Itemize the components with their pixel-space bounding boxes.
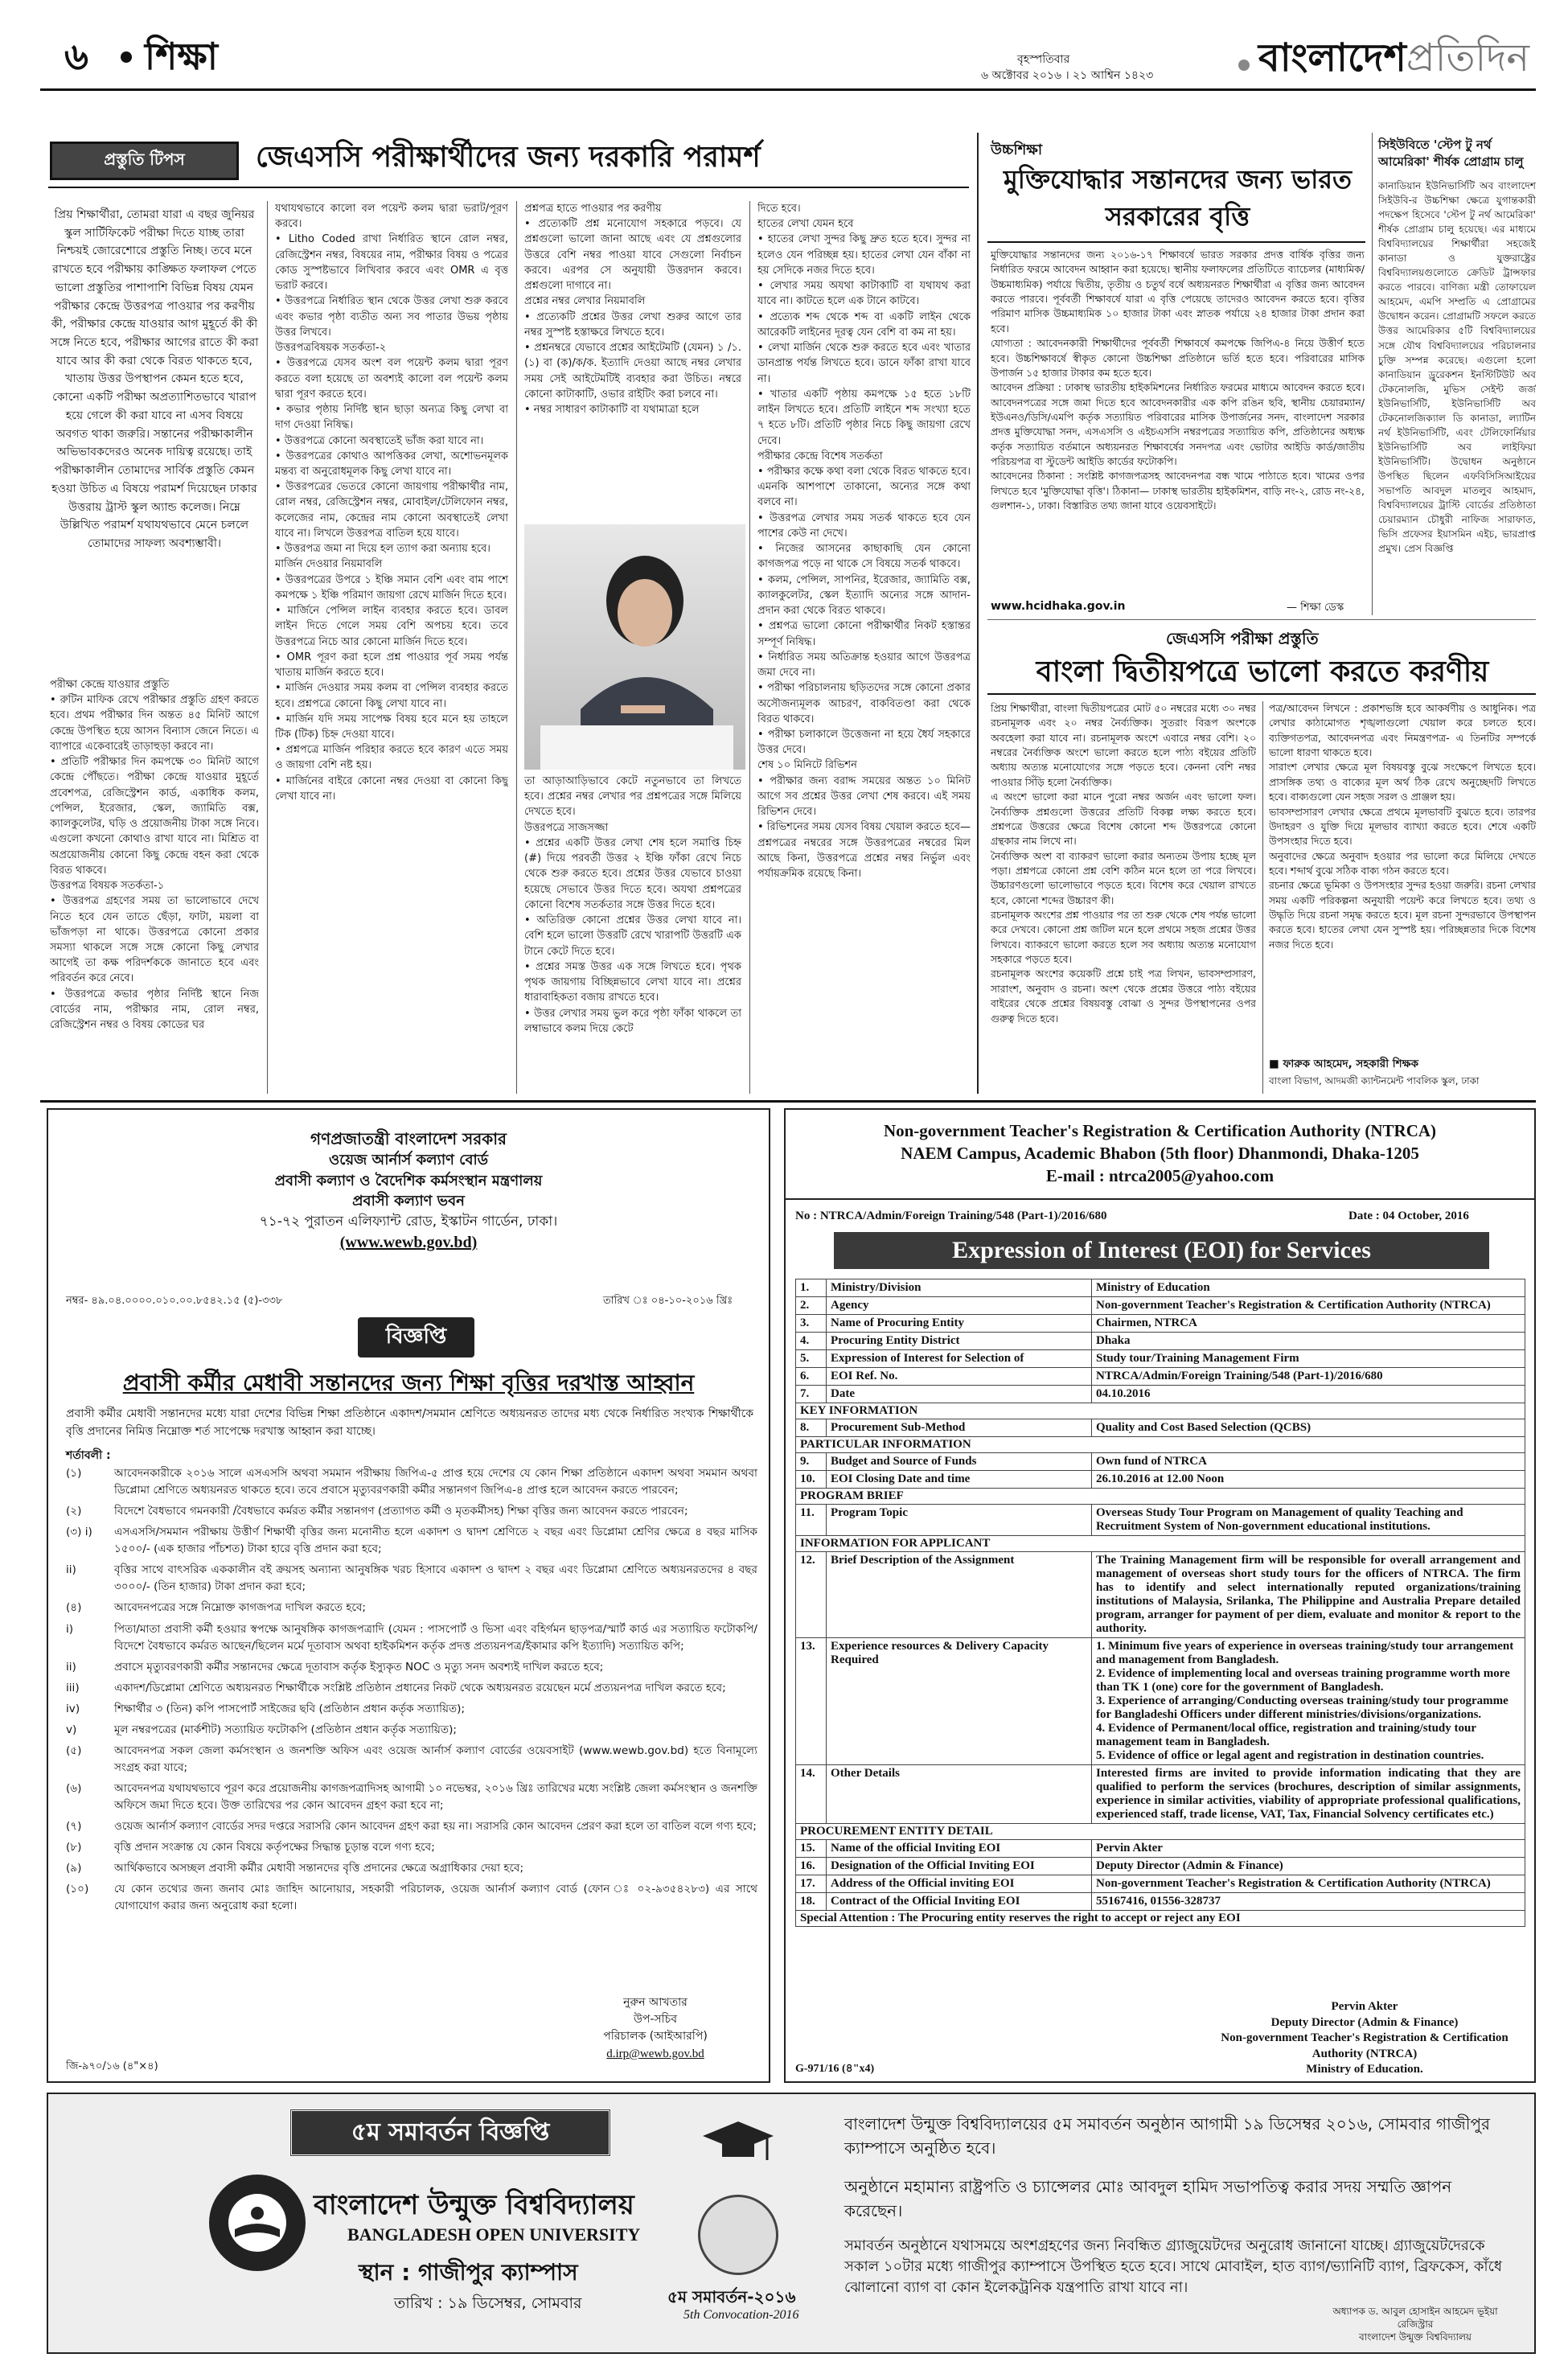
condition-text: আবেদনপত্রের সঙ্গে নিম্নোক্ত কাগজপত্র দাখিল করতে হবে; bbox=[114, 1601, 366, 1615]
condition-key: (১০) bbox=[66, 1883, 89, 1896]
row-value: The Training Management firm will be responsible for overall arrangement and management of overseas short study tours for the officers of NTRCA. The firm has to identify and select internationally reputed organizations/training institutions of Malaysia, Srilanka, The Philippine and Australia Prepare detailed program, arranger for payment of per diem, evaluate and monitor & report to the authority. bbox=[1092, 1552, 1525, 1638]
condition-item bbox=[66, 1701, 757, 1718]
tips-col4: দিতে হবে। হাতের লেখা যেমন হবে • হাতের লেখা সুন্দর কিছু দ্রুত হতে হবে। সুন্দর না হলেও যেন পরিচ্ছন্ন হয়। হাতের লেখা যেন বাঁকা না হয় সেদিকে নজর দিতে হবে। • লেখার সময় অযথা কাটাকাটি বা যথাযথ করা যাবে না। কাটতে হলে এক টানে কাটবে। • প্রত্যেক শব্দ থেকে শব্দ বা একটি লাইন থেকে আরেকটি লাইনের দূরত্ব যেন বেশি বা কম না হয়। • লেখা মার্জিন থেকে শুরু করতে হবে এবং খাতার ডানপ্রান্ত পর্যন্ত লিখতে হবে। ডানে ফাঁকা রাখা যাবে না। • খাতার একটি পৃষ্ঠায় কমপক্ষে ১৫ হতে ১৮টি লাইন লিখতে হবে। প্রতিটি লাইনে শব্দ সংখ্যা হতে ৭ হতে ৮টি। প্রতিটি পৃষ্ঠার নিচে কিছু জায়গা রেখে দেবে। পরীক্ষার কেন্দ্রে বিশেষ সতর্কতা • পরীক্ষার কক্ষে কথা বলা থেকে বিরত থাকতে হবে। এমনকি আশপাশে তাকানো, অন্যের সঙ্গে কথা বলবে না। • উত্তরপত্র লেখার সময় সতর্ক থাকতে হবে যেন পাশের কেউ না দেখে। • নিজের আসনের কাছাকাছি যেন কোনো কাগজপত্র পড়ে না থাকে সে বিষয়ে সতর্ক থাকবে। • কলম, পেন্সিল, সাপনির, ইরেজার, জ্যামিতি বক্স, ক্যালকুলেটর, স্কেল ইত্যাদি অন্যের সঙ্গে আদান-প্রদান করা থেকে বিরত থাকবে। • প্রশ্নপত্র ভালো কোনো পরীক্ষার্থীর নিকট হস্তান্তর সম্পূর্ণ নিষিদ্ধ। • নির্ধারিত সময় অতিক্রান্ত হওয়ার আগে উত্তরপত্র জমা দেবে না। • পরীক্ষা পরিচালনায় ছড়িতদের সঙ্গে কোনো প্রকার অসৌজন্যমূলক আচরণ, বাকবিতণ্ডা করা থেকে বিরত থাকবে। • পরীক্ষা চলাকালে উত্তেজনা না হয়ে ধৈর্য সহকারে উত্তর দেবে। শেষ ১০ মিনিটে রিভিশন • পরীক্ষার জন্য বরাদ্দ সময়ের অন্তত ১০ মিনিট আগে সব প্রশ্নের উত্তর লেখা শেষ করবে। এই সময় রিভিশন দেবে। • রিভিশনের সময় যেসব বিষয় খেয়াল করতে হবে— প্রশ্নপত্রের নম্বরের সঙ্গে উত্তরপত্রের নম্বরের মিল আছে কিনা, উত্তরপত্রে প্রশ্নের নম্বর নির্ভুল এবং পর্যায়ক্রমিক রয়েছে কিনা। bbox=[757, 203, 971, 881]
table-row bbox=[796, 1297, 1525, 1315]
row-label: Procurement Sub-Method bbox=[827, 1419, 1092, 1437]
eoi-table bbox=[795, 1279, 1525, 1927]
sig-title: Deputy Director (Admin & Finance) bbox=[1270, 2015, 1459, 2029]
condition-item bbox=[66, 1780, 757, 1814]
sig-title: উপ-সচিব bbox=[633, 2013, 678, 2026]
condition-item bbox=[66, 1881, 757, 1915]
bullet-icon bbox=[121, 51, 132, 63]
sig-title: রেজিস্ট্রার bbox=[1397, 2319, 1434, 2331]
requirement-item: 5. Evidence of office or legal agent and registration in destination countries. bbox=[1096, 1749, 1484, 1762]
row-num: 17. bbox=[796, 1875, 827, 1893]
row-num: 9. bbox=[796, 1453, 827, 1471]
scholarship-credit: — শিক্ষা ডেস্ক bbox=[1287, 602, 1344, 614]
table-row bbox=[796, 1453, 1525, 1471]
condition-item bbox=[66, 1743, 757, 1776]
row-num: 11. bbox=[796, 1505, 827, 1536]
section-row bbox=[796, 1489, 1525, 1505]
convocation-emblem bbox=[698, 2195, 778, 2275]
table-row bbox=[796, 1893, 1525, 1911]
row-label: Name of the official Inviting EOI bbox=[827, 1840, 1092, 1858]
sig-email[interactable]: d.irp@wewb.gov.bd bbox=[606, 2047, 704, 2060]
row-num: 4. bbox=[796, 1333, 827, 1350]
row-value bbox=[1092, 1638, 1525, 1765]
sig-title: Ministry of Education. bbox=[1306, 2063, 1423, 2076]
bangla-title: বাংলা দ্বিতীয়পত্রে ভালো করতে করণীয় bbox=[1036, 655, 1489, 688]
row-num: 3. bbox=[796, 1315, 827, 1333]
wewb-address: ৭১-৭২ পুরাতন এলিফ্যান্ট রোড, ইস্কাটন গার্ডেন, ঢাকা। bbox=[259, 1214, 558, 1230]
row-label: Procuring Entity District bbox=[827, 1333, 1092, 1350]
bou-conv-en: 5th Convocation-2016 bbox=[683, 2308, 799, 2322]
row-num: 16. bbox=[796, 1858, 827, 1875]
paper-name-main: বাংলাদেশ bbox=[1258, 35, 1406, 80]
condition-key: (২) bbox=[66, 1505, 82, 1518]
wewb-ministry: প্রবাসী কল্যাণ ও বৈদেশিক কর্মসংস্থান মন্ত্রণালয় bbox=[274, 1172, 543, 1189]
table-row bbox=[796, 1840, 1525, 1858]
row-label: Designation of the Official Inviting EOI bbox=[827, 1858, 1092, 1875]
wewb-conditions-label: শর্তাবলী : bbox=[66, 1449, 111, 1462]
bangla-author-org: বাংলা বিভাগ, আদমজী ক্যান্টনমেন্ট পাবলিক স্কুল, ঢাকা bbox=[1269, 1075, 1480, 1086]
table-row bbox=[796, 1279, 1525, 1297]
table-row bbox=[796, 1471, 1525, 1489]
requirement-item: 1. Minimum five years of experience in overseas training/study tour arrangement and management from Bangladesh. bbox=[1096, 1640, 1514, 1666]
condition-item bbox=[66, 1524, 757, 1558]
condition-text: যে কোন তথ্যের জন্য জনাব মোঃ জাহিদ আনোয়ার, সহকারী পরিচালক, ওয়েজ আর্নার্স কল্যাণ বোর্ড (ফোন ঃ ০২-৯৩৫৪২৮৩) এর সাথে যোগাযোগ করার জন্য অনুরোধ করা হলো। bbox=[114, 1883, 757, 1913]
table-row bbox=[796, 1368, 1525, 1386]
wewb-gov: গণপ্রজাতন্ত্রী বাংলাদেশ সরকার bbox=[310, 1129, 507, 1148]
bangla-rule bbox=[987, 693, 1536, 695]
eoi-table-wrap bbox=[795, 1279, 1525, 1927]
row-num: 13. bbox=[796, 1638, 827, 1765]
tips-col3b: তা আড়াআড়িভাবে কেটে নতুনভাবে তা লিখতে হবে। প্রশ্নের নম্বর লেখার পর প্রশ্নপত্রের সঙ্গে মিলিয়ে দেখতে হবে। উত্তরপত্রে সাজসজ্জা • প্রশ্নের একটি উত্তর লেখা শেষ হলে সমাপ্তি চিহ্ন (#) দিয়ে পরবর্তী উত্তর ২ ইঞ্চি ফাঁকা রেখে নিচে থেকে শুরু করতে হবে। প্রশ্নের উত্তর যেভাবে চাওয়া হয়েছে সেভাবে উত্তর দিতে হবে। অযথা প্রশ্নপত্রের কোনো বিশেষ সতর্কতার সঙ্গে উত্তর দিতে হবে। • অতিরিক্ত কোনো প্রশ্নের উত্তর লেখা যাবে না। বেশি হলে ভালো উত্তরটি রেখে খারাপটি উত্তরটি এক টানে কেটে দিতে হবে। • প্রশ্নের সমস্ত উত্তর এক সঙ্গে লিখতে হবে। পৃথক পৃথক জায়গায় বিচ্ছিন্নভাবে লেখা যাবে না। প্রশ্নের ধারাবাহিকতা বজায় রাখতে হবে। • উত্তর লেখার সময় ভুল করে পৃষ্ঠা ফাঁকা থাকলে তা লম্বাভাবে কলম দিয়ে কেটে bbox=[524, 775, 741, 1035]
row-num: 18. bbox=[796, 1893, 827, 1911]
section-label: PROCUREMENT ENTITY DETAIL bbox=[796, 1824, 1525, 1840]
row-num: 5. bbox=[796, 1350, 827, 1368]
condition-key: i) bbox=[66, 1622, 74, 1636]
row-value: Own fund of NTRCA bbox=[1092, 1453, 1525, 1471]
scholarship-kicker: উচ্চশিক্ষা bbox=[991, 142, 1043, 158]
ads-rule bbox=[40, 1100, 1536, 1103]
paper-name bbox=[1258, 29, 1529, 92]
section-label: INFORMATION FOR APPLICANT bbox=[796, 1536, 1525, 1552]
condition-item bbox=[66, 1818, 757, 1835]
wewb-board: ওয়েজ আর্নার্স কল্যাণ বোর্ড bbox=[329, 1152, 488, 1169]
condition-key: ii) bbox=[66, 1563, 76, 1577]
row-label: EOI Ref. No. bbox=[827, 1368, 1092, 1386]
wewb-date: তারিখ ঃ ০৪-১০-২০১৬ খ্রিঃ bbox=[603, 1295, 733, 1307]
row-num: 14. bbox=[796, 1765, 827, 1824]
row-label: Brief Description of the Assignment bbox=[827, 1552, 1092, 1638]
condition-text: পিতা/মাতা প্রবাসী কর্মী হওয়ার স্বপক্ষে আনুষঙ্গিক কাগজপত্রাদি (যেমন : পাসপোর্ট ও ভিসা এবং বহির্গমন ছাড়পত্র/স্মার্ট কার্ড এর সত্যায়িত ফটোকপি/বিদেশে বৈধভাবে কর্মরত আছেন/ছিলেন মর্মে দূতাবাস অথবা হাইকমিশন কর্তৃক প্রদত্ত প্রত্যয়নপত্র/ইকামার কপি ইত্যাদি) সত্যায়িত কপি; bbox=[114, 1622, 757, 1653]
tips-col2: যথাযথভাবে কালো বল পয়েন্ট কলম দ্বারা ভরাট/পূরণ করবে। • Litho Coded রাখা নির্ধারিত স্থানে রোল নম্বর, রেজিস্ট্রেশন নম্বর, বিষয়ের নাম, পরীক্ষার বিষয় ও পত্রের কোড সুস্পষ্টভাবে লিখিবার করবে এবং OMR এ বৃত্ত ভরাট করবে। • উত্তরপত্রে নির্ধারিত স্থান থেকে উত্তর লেখা শুরু করবে এবং কভার পৃষ্ঠা ব্যতীত অন্য সব পাতার উভয় পৃষ্ঠায় উত্তর লিখবে। উত্তরপত্রবিষয়ক সতর্কতা-২ • উত্তরপত্রে যেসব অংশ বল পয়েন্ট কলম দ্বারা পূরণ করতে বলা হয়েছে তা অবশ্যই কালো বল পয়েন্ট কলম দ্বারা পূরণ করতে হবে। • কভার পৃষ্ঠায় নির্দিষ্ট স্থান ছাড়া অন্যত্র কিছু লেখা বা দাগ দেওয়া নিষিদ্ধ। • উত্তরপত্রে কোনো অবস্থাতেই ভাঁজ করা যাবে না। • উত্তরপত্রের কোথাও আপত্তিকর লেখা, অশোভনমূলক মন্তব্য বা অনুরোধমূলক কিছু লেখা যাবে না। • উত্তরপত্রের ভেতরে কোনো জায়গায় পরীক্ষার্থীর নাম, রোল নম্বর, রেজিস্ট্রেশন নম্বর, মোবাইল/টেলিফোন নম্বর, কলেজের নাম, কেন্দ্রের নাম কোনো অবস্থাতেই লেখা যাবে না। লিখলে উত্তরপত্র বাতিল হয়ে যাবে। • উত্তরপত্র জমা না দিয়ে হল ত্যাগ করা অন্যায় হবে। মার্জিন দেওয়ার নিয়মাবলি • উত্তরপত্রের উপরে ১ ইঞ্চি সমান বেশি এবং বাম পাশে কমপক্ষে ১ ইঞ্চি পরিমাণ জায়গা রেখে মার্জিন দিতে হবে। • মার্জিনে পেন্সিল লাইন ব্যবহার করতে হবে। ডাবল লাইন দিতে গেলে সময় বেশি অপচয় হবে। তবে উত্তরপত্রে নিচে আর কোনো মার্জিন দিতে হবে। • OMR পূরণ করা হলে প্রশ্ন পাওয়ার পূর্ব সময় পর্যন্ত খাতায় মার্জিন করতে হবে। • মার্জিন দেওয়ার সময় কলম বা পেন্সিল ব্যবহার করতে হবে। প্রশ্নপত্রে কোনো কিছু লেখা যাবে না। • মার্জিন যদি সময় সাপেক্ষ বিষয় হবে মনে হয় তাহলে টিক (টিক) চিহ্ন দেওয়া যাবে। • প্রশ্নপত্রে মার্জিন পরিহার করতে হবে কারণ এতে সময় ও জায়গা বেশি নষ্ট হয়। • মার্জিনের বাইরে কোনো নম্বর দেওয়া বা কোনো কিছু লেখা যাবে না। bbox=[275, 203, 508, 803]
sig-title: বাংলাদেশ উন্মুক্ত বিশ্ববিদ্যালয় bbox=[1358, 2331, 1472, 2343]
col-divider bbox=[749, 201, 750, 1094]
condition-key: iv) bbox=[66, 1702, 80, 1715]
col-divider bbox=[267, 201, 268, 1094]
table-row bbox=[796, 1333, 1525, 1350]
bou-signature bbox=[1307, 2305, 1524, 2344]
graduation-cap-icon bbox=[698, 2110, 778, 2191]
tips-col3: প্রশ্নপত্র হাতে পাওয়ার পর করণীয় • প্রত্যেকটি প্রশ্ন মনোযোগ সহকারে পড়বে। যে প্রশ্নগুলো ভালো জানা আছে এবং যে প্রশ্নগুলোর উত্তরে বেশি নম্বর পাওয়া যাবে সেগুলো নির্বাচন করবে। এরপর সে অনুযায়ী উত্তরদান করবে। প্রশ্নগুলো দাগাবে না। প্রশ্নের নম্বর লেখার নিয়মাবলি • প্রত্যেকটি প্রশ্নের উত্তর লেখা শুরুর আগে তার নম্বর সুস্পষ্ট হস্তাক্ষরে লিখতে হবে। • প্রশ্ননম্বরে যেভাবে প্রশ্নের আইটেমটি (যেমন) ১ /১.(১) বা (ক)/ক/ক. ইত্যাদি দেওয়া আছে নম্বর লেখার সময় সেই আইটেমটিই ব্যবহার করা উচিত। নম্বরে কোনো কাটাকাটি, ওভার রাইটিং করা চলবে না। • নম্বর সাধারণ কাটাকাটি বা যথামাত্রা হলে bbox=[524, 203, 741, 417]
condition-key: (৪) bbox=[66, 1601, 82, 1615]
cub-body: কানাডিয়ান ইউনিভার্সিটি অব বাংলাদেশ সিইউবি-র উচ্চশিক্ষা ক্ষেত্রে যুগান্তকারী পদক্ষেপ হিসেবে 'স্টেপ টু নর্থ আমেরিকা' শীর্ষক প্রোগ্রাম চালু হয়েছে। এর মাধ্যমে বিশ্ববিদ্যালয়ের শিক্ষার্থীরা সহজেই কানাডা ও যুক্তরাষ্ট্রের বিশ্ববিদ্যালয়গুলোতে ক্রেডিট ট্রান্সফার করতে পারবে। বাণিজ্য মন্ত্রী তোফায়েল আহমেদ, এমপি সম্প্রতি এ প্রোগ্রামের উদ্বোধন করেন। প্রোগ্রামটি সফলে করতে উত্তর আমেরিকার ৫টি বিশ্ববিদ্যালয়ের সঙ্গে যৌথ বিশ্ববিদ্যালয়ের পরিচালনার চুক্তি সম্পন্ন করেছে। এগুলো হলো কানাডিয়ান ড্রুরেকশন ইনস্টিটিউট অব টেকনোলজি, মুভিস সেইন্ট জর্জ ইউনিভার্সিটি, ইউনিভার্সিটি অব টেকনোলজিক্যাল ডি কানাডা, ল্যাটিন নর্থ ইউনিভার্সিটি, এবং টেলিফোর্নিয়ার ইউনিভার্সিটি অব লাইফিয়া ইউনিভার্সিটি। উদ্বোধন অনুষ্ঠানে উপস্থিত ছিলেন এফবিসিসিআইয়ের সভাপতি আবদুল মাতলুব আহমাদ, বিশ্ববিদ্যালয়ের ট্রাস্টি বোর্ডের প্রতিষ্ঠাতা চেয়ারম্যান চৌধুরী নাফিজ সারাফাত, ভিসি প্রফেসর ইয়াসমিন এইচ, ভারপ্রাপ্ত প্রমুখ। প্রেস বিজ্ঞপ্তি bbox=[1378, 180, 1536, 555]
section-row bbox=[796, 1403, 1525, 1419]
bullet-icon bbox=[1238, 60, 1250, 71]
bou-badge-label: ৫ম সমাবর্তন বিজ্ঞপ্তি bbox=[351, 2117, 550, 2146]
row-value: Overseas Study Tour Program on Management of quality Teaching and Recruitment System of Non-government educational institutions. bbox=[1092, 1505, 1525, 1536]
sig-name: Pervin Akter bbox=[1331, 2000, 1398, 2013]
table-row bbox=[796, 1350, 1525, 1368]
sig-title: Non-government Teacher's Registration & Certification Authority (NTRCA) bbox=[1221, 2031, 1508, 2060]
requirement-item: 2. Evidence of implementing local and overseas training programme worth more than TK 1 (one) core for the government of Bangladesh. bbox=[1096, 1667, 1510, 1694]
bou-name-en: BANGLADESH OPEN UNIVERSITY bbox=[347, 2224, 641, 2245]
wewb-signature bbox=[563, 1994, 748, 2064]
row-value: NTRCA/Admin/Foreign Training/548 (Part-1)/2016/680 bbox=[1092, 1368, 1525, 1386]
col-divider bbox=[1372, 133, 1373, 615]
col-divider bbox=[977, 133, 979, 1094]
scholarship-title: মুক্তিযোদ্ধার সন্তানদের জন্য ভারত সরকারের বৃত্তি bbox=[1004, 164, 1352, 232]
condition-text: শিক্ষার্থীর ৩ (তিন) কপি পাসপোর্ট সাইজের ছবি (প্রতিষ্ঠান প্রধান কর্তৃক সত্যায়িত); bbox=[114, 1702, 466, 1715]
ntrca-rule bbox=[786, 1198, 1534, 1200]
bangla-author: ■ ফারুক আহমেদ, সহকারী শিক্ষক bbox=[1269, 1058, 1419, 1070]
section-row bbox=[796, 1824, 1525, 1840]
student-writing-illustration bbox=[524, 524, 745, 770]
ntrca-address: NAEM Campus, Academic Bhabon (5th floor) Dhanmondi, Dhaka-1205 bbox=[901, 1144, 1419, 1163]
row-label: Name of Procuring Entity bbox=[827, 1315, 1092, 1333]
ntrca-banner-label: Expression of Interest (EOI) for Services bbox=[952, 1237, 1371, 1263]
table-row bbox=[796, 1315, 1525, 1333]
paper-name-accent: প্রতিদিন bbox=[1406, 35, 1530, 80]
section-title: শিক্ষা bbox=[145, 35, 218, 78]
row-value: Non-government Teacher's Registration & Certification Authority (NTRCA) bbox=[1092, 1875, 1525, 1893]
row-label: Ministry/Division bbox=[827, 1279, 1092, 1297]
condition-key: (১) bbox=[66, 1467, 82, 1480]
bou-para-1: বাংলাদেশ উন্মুক্ত বিশ্ববিদ্যালয়ের ৫ম সমাবর্তন অনুষ্ঠান আগামী ১৯ ডিসেম্বর ২০১৬, সোমবার গাজীপুর ক্যাম্পাসে অনুষ্ঠিত হবে। bbox=[844, 2114, 1491, 2158]
col-divider bbox=[1262, 701, 1263, 1094]
requirement-item: 3. Experience of arranging/Conducting overseas training/study tour programme for Bangladeshi Officers under different ministries/divisions/organizations. bbox=[1096, 1694, 1508, 1721]
bangla-col2: পত্র/আবেদন লিখনে : প্রকাশভঙ্গি হবে আকর্ষণীয় ও আধুনিক। পত্র লেখার কাঠামোগত শৃঙ্খলাগুলো খেয়াল করে চলতে হবে। ব্যক্তিগতপত্র, আবেদনপত্র এবং নিমন্ত্রণপত্র- এ তিনটির সম্পর্কে ভালো ধারণা থাকতে হবে। সারাংশ লেখার ক্ষেত্রে মূল বিষয়বস্তু বুঝে সংক্ষেপে লিখতে হবে। প্রাসঙ্গিক তথ্য ও বাক্যের মূল অর্থ ঠিক রেখে অনুচ্ছেদটি লিখতে হবে। বাক্যগুলো যেন সহজ সরল ও প্রাঞ্জল হয়। ভাবসম্প্রসারণ লেখার ক্ষেত্রে প্রথমে মূলভাবটি বুঝতে হবে। তারপর উদাহরণ ও যুক্তি দিয়ে মূলভাব ব্যাখ্যা করতে হবে। শেষে একটি উপসংহার দিতে হবে। অনুবাদের ক্ষেত্রে অনুবাদ হওয়ার পর ভালো করে মিলিয়ে দেখতে হবে। শব্দার্থ বুঝে সঠিক বাক্য গঠন করতে হবে। রচনার ক্ষেত্রে ভূমিকা ও উপসংহার সুন্দর হওয়া জরুরি। রচনা লেখার সময় একটি পরিকল্পনা অনুযায়ী পয়েন্ট করে লিখতে হবে। তথ্য ও উদ্ধৃতি দিয়ে রচনা সমৃদ্ধ করতে হবে। মূল রচনা সুন্দরভাবে উপস্থাপন করতে হবে। হাতের লেখা যেন সুস্পষ্ট হয়। পরিচ্ছন্নতার দিকে বিশেষ নজর দিতে হবে। bbox=[1269, 702, 1536, 951]
condition-item bbox=[66, 1839, 757, 1856]
wewb-header bbox=[48, 1127, 769, 1255]
requirement-item: 4. Evidence of Permanent/local office, registration and training/study tour management team in Bangladesh. bbox=[1096, 1722, 1476, 1748]
ntrca-date: Date : 04 October, 2016 bbox=[1348, 1210, 1469, 1222]
wewb-ad bbox=[47, 1108, 770, 2083]
row-label: Program Topic bbox=[827, 1505, 1092, 1536]
row-num: 12. bbox=[796, 1552, 827, 1638]
row-num: 1. bbox=[796, 1279, 827, 1297]
scholarship-body: মুক্তিযোদ্ধার সন্তানদের জন্য ২০১৬-১৭ শিক্ষাবর্ষে ভারত সরকার প্রদত্ত বার্ষিক বৃত্তির জন্য নির্ধারিত ফরমে আবেদন আহ্বান করা হয়েছে। স্থানীয় ফলাফলের প্রতিটিতে ব্যাচেলর (মাধ্যমিক/উচ্চমাধ্যমিক) পর্যায়ে দ্বিতীয়, তৃতীয় ও চতুর্থ বর্ষে অধ্যয়নরত শিক্ষার্থীরা এ বৃত্তির জন্য আবেদন করতে পারবে। পূর্ববর্তী শিক্ষাবর্ষে যারা এ বৃত্তি পেয়েছে তাদেরও আবেদন করতে হবে। বৃত্তির পরিমাণ মাসিক উচ্চমাধ্যমিক ১০ হাজার টাকা এবং স্নাতক পর্যায়ে ২৪ হাজার টাকা প্রদান করা হবে। যোগ্যতা : আবেদনকারী শিক্ষার্থীদের পূর্ববর্তী শিক্ষাবর্ষে কমপক্ষে জিপিএ-৪ নিয়ে উত্তীর্ণ হতে হবে। উচ্চশিক্ষাবর্ষে স্বীকৃত কোনো উচ্চশিক্ষা প্রতিষ্ঠানে ভর্তি হতে হবে। পরিবারের মাসিক উপার্জন ১৫ হাজার টাকার কম হতে হবে। আবেদন প্রক্রিয়া : ঢাকাস্থ ভারতীয় হাইকমিশনের নির্ধারিত ফরমের মাধ্যমে আবেদন করতে হবে। আবেদনপত্রের সঙ্গে জমা দিতে হবে আবেদনকারীর এক কপি রঙিন ছবি, স্থানীয় চেয়ারম্যান/ইউএনও/ডিসি/এমপি কর্তৃক সত্যায়িত পরিবারের মাসিক উপার্জনের সনদ, বাংলাদেশ সরকার প্রদত্ত মুক্তিযোদ্ধা সনদ, এসএসসি ও এইচএসসি নম্বরপত্রের সত্যায়িত কপি, প্রতিষ্ঠানের অধ্যক্ষ কর্তৃক সত্যায়িত বর্তমানে অধ্যয়নরত শিক্ষাবর্ষের সনদপত্র এবং ভোটার আইডি কার্ড/জাতীয় পরিচয়পত্র বা স্টুডেন্ট আইডি কার্ডের ফটোকপি। আবেদনের ঠিকানা : সংশ্লিষ্ট কাগজপত্রসহ আবেদনপত্র বন্ধ খামে পাঠাতে হবে। খামের ওপর লিখতে হবে 'মুক্তিযোদ্ধা বৃত্তি'। ঠিকানা— ঢাকাস্থ ভারতীয় হাইকমিশন, বাড়ি নং-২, রোড নং-২৪, গুলশান-১, ঢাকা। বিস্তারিত তথ্য জানা যাবে ওয়েবসাইটে। bbox=[991, 248, 1365, 512]
condition-item bbox=[66, 1680, 757, 1697]
table-row bbox=[796, 1386, 1525, 1403]
ntrca-banner bbox=[834, 1232, 1489, 1269]
condition-item bbox=[66, 1600, 757, 1616]
masthead-rule bbox=[40, 88, 1536, 91]
condition-key: ii) bbox=[66, 1660, 76, 1674]
special-attention: Special Attention : The Procuring entity reserves the right to accept or reject any EOI bbox=[796, 1911, 1525, 1927]
section-rule bbox=[987, 619, 1536, 620]
scholarship-site[interactable]: www.hcidhaka.gov.in bbox=[991, 600, 1126, 613]
row-num: 8. bbox=[796, 1419, 827, 1437]
bou-name-bn: বাংলাদেশ উন্মুক্ত বিশ্ববিদ্যালয় bbox=[314, 2189, 634, 2221]
row-value: 55167416, 01556-328737 bbox=[1092, 1893, 1525, 1911]
tips-tag bbox=[50, 142, 239, 180]
table-row bbox=[796, 1419, 1525, 1437]
section-row bbox=[796, 1536, 1525, 1552]
bou-date: তারিখ : ১৯ ডিসেম্বর, সোমবার bbox=[394, 2294, 582, 2312]
condition-text: বৃত্তির সাথে বাৎসরিক এককালীন বই ক্রয়সহ অন্যান্য আনুষঙ্গিক খরচ হিসাবে একাদশ ও দ্বাদশ ২ বছর এবং ডিপ্লোমা শ্রেণিতে অধ্যয়নরতদের ৪ বছর ৩০০০/- (তিন হাজার) টাকা প্রদান করা হবে; bbox=[114, 1563, 757, 1594]
row-label: Budget and Source of Funds bbox=[827, 1453, 1092, 1471]
row-label: Other Details bbox=[827, 1765, 1092, 1824]
row-label: EOI Closing Date and time bbox=[827, 1471, 1092, 1489]
row-value: Deputy Director (Admin & Finance) bbox=[1092, 1858, 1525, 1875]
row-label: Date bbox=[827, 1386, 1092, 1403]
bou-logo bbox=[209, 2175, 306, 2271]
table-row bbox=[796, 1858, 1525, 1875]
condition-text: বিদেশে বৈধভাবে গমনকারী /বৈধভাবে কর্মরত কর্মীর সন্তানগণ (প্রত্যাগত কর্মী ও মৃতকর্মীসহ) শিক্ষা বৃত্তির জন্য আবেদন করতে পারবেন; bbox=[114, 1505, 688, 1518]
table-row bbox=[796, 1875, 1525, 1893]
bangla-kicker: জেএসসি পরীক্ষা প্রস্তুতি bbox=[1166, 629, 1319, 648]
ntrca-code: G-971/16 (৪"x4) bbox=[795, 2063, 875, 2075]
ntrca-signature bbox=[1204, 1999, 1525, 2078]
row-value: Non-government Teacher's Registration & Certification Authority (NTRCA) bbox=[1092, 1297, 1525, 1315]
sig-name: নুরুন আখতার bbox=[623, 1996, 688, 2009]
tips-title: জেএসসি পরীক্ষার্থীদের জন্য দরকারি পরামর্শ bbox=[256, 141, 761, 174]
condition-item bbox=[66, 1621, 757, 1655]
condition-text: আবেদনপত্র সকল জেলা কর্মসংস্থান ও জনশক্তি অফিস এবং ওয়েজ আর্নার্স কল্যাণ বোর্ডের ওয়েবসাইট (www.wewb.gov.bd) হতে বিনামূল্যে সংগ্রহ করা যাবে; bbox=[114, 1744, 757, 1774]
condition-key: (৭) bbox=[66, 1820, 82, 1834]
ntrca-ref: No : NTRCA/Admin/Foreign Training/548 (Part-1)/2016/680 bbox=[795, 1210, 1107, 1222]
condition-text: আবেদনকারীকে ২০১৬ সালে এসএসসি অথবা সমমান পরীক্ষায় জিপিএ-৫ প্রাপ্ত হয়ে দেশের যে কোন শিক্ষা প্রতিষ্ঠানে একাদশ অথবা সমমান অথবা ডিপ্লোমা শ্রেণিতে অধ্যয়নরত থাকতে হবে। তবে প্রবাসে মৃত্যুবরণকারী কর্মীর সন্তানগণ জিপিএ-৪ প্রাপ্ত হলে আবেদন করতে পারবেন; bbox=[114, 1467, 757, 1497]
wewb-intro: প্রবাসী কর্মীর মেধাবী সন্তানদের মধ্যে যারা দেশের বিভিন্ন শিক্ষা প্রতিষ্ঠানে একাদশ/সমমান শ্রেণিতে অধ্যয়নরত তাদের মধ্য থেকে নির্ধারিত সংখ্যক শিক্ষার্থীকে বৃত্তি প্রদানের নিমিত্ত নিম্নোক্ত শর্ত সাপেক্ষে দরখাস্ত আহ্বান করা যাচ্ছে। bbox=[66, 1407, 753, 1438]
condition-text: আবেদনপত্র যথাযথভাবে পূরণ করে প্রয়োজনীয় কাগজপত্রাদিসহ আগামী ১০ নভেম্বর, ২০১৬ খ্রিঃ তারিখের মধ্যে সংশ্লিষ্ট জেলা কর্মসংস্থান ও জনশক্তি অফিসে জমা দিতে হবে। উক্ত তারিখের পর কোন আবেদন গ্রহণ করা হবে না; bbox=[114, 1782, 757, 1813]
row-value: Pervin Akter bbox=[1092, 1840, 1525, 1858]
condition-item bbox=[66, 1659, 757, 1676]
table-row bbox=[796, 1638, 1525, 1765]
table-row bbox=[796, 1505, 1525, 1536]
row-label: Experience resources & Delivery Capacity Required bbox=[827, 1638, 1092, 1765]
bangla-col1: প্রিয় শিক্ষার্থীরা, বাংলা দ্বিতীয়পত্রের মোট ৫০ নম্বরের মধ্যে ৩০ নম্বর রচনামূলক এবং ২০ নম্বর নৈর্ব্যক্তিক। সুতরাং বিরূপ অংশকে অবহেলা করা যাবে না। রচনামূলক অংশে এবারে নম্বর বেশি। ২০ নম্বরের নৈর্ব্যক্তিক অংশে ভালো করতে হলে পাঠ্য বইয়ের প্রতিটি অধ্যায় অত্যন্ত মনোযোগের সঙ্গে পড়তে হবে। কেননা বেশি নম্বর পাওয়ার সিঁড়ি হলো নৈর্ব্যক্তিক। এ অংশে ভালো করা মানে পুরো নম্বর অর্জন এবং ভালো ফল। নৈর্ব্যক্তিক প্রশ্নগুলো উত্তরের প্রতিটি বিকল্প লক্ষ্য করতে হবে। প্রশ্নপত্রে উত্তরের ক্ষেত্রে বিশেষ কোনো শব্দ উত্তরপত্রে কোনো গ্রন্থকার নাম লিখে না। নৈর্ব্যক্তিক অংশ বা ব্যাকরণ ভালো করার অন্যতম উপায় হচ্ছে মূল পড়া। প্রশ্নপত্রে কোনো প্রশ্ন বেশি কঠিন মনে হলে তা পরে লিখবে। উচ্চারণগুলো ভালোভাবে পড়তে হবে। বিশেষ করে খেয়াল রাখতে হবে, কোনো শব্দের উচ্চারণ কী। রচনামূলক অংশের প্রশ্ন পাওয়ার পর তা শুরু থেকে শেষ পর্যন্ত ভালো করে দেখবে। কোনো প্রশ্ন জটিল মনে হলে প্রথমে সহজ প্রশ্নের উত্তর লিখবে। ব্যাকরণে ভালো করতে হলে সব অধ্যায় অত্যন্ত মনোযোগ সহকারে পড়তে হবে। রচনামূলক অংশের কয়েকটি প্রশ্নে চাই পত্র লিখন, ভাবসম্প্রসারণ, সারাংশ, অনুবাদ ও রচনা। অংশ থেকে প্রশ্নের উত্তরে পাঠ্য বইয়ের বাইরের থেকে প্রশ্নের বিষয়বস্তু বোঝা ও সুন্দর উপস্থাপনের ওপর গুরুত্ব দিতে হবে। bbox=[991, 702, 1256, 1025]
wewb-building: প্রবাসী কল্যাণ ভবন bbox=[352, 1193, 465, 1210]
wewb-badge bbox=[358, 1317, 474, 1357]
condition-text: আর্থিকভাবে অসচ্ছল প্রবাসী কর্মীর মেধাবী সন্তানদের বৃত্তি প্রদানের ক্ষেত্রে অগ্রাধিকার দেয়া হবে; bbox=[114, 1862, 524, 1875]
row-num: 15. bbox=[796, 1840, 827, 1858]
section-row bbox=[796, 1437, 1525, 1453]
condition-key: (৬) bbox=[66, 1782, 82, 1795]
scholarship-rule bbox=[987, 241, 1365, 243]
col-divider bbox=[516, 201, 517, 1094]
table-row bbox=[796, 1552, 1525, 1638]
condition-item bbox=[66, 1860, 757, 1877]
masthead bbox=[32, 18, 1536, 90]
condition-text: ওয়েজ আর্নার্স কল্যাণ বোর্ডের সদর দপ্তরে সরাসরি কোন আবেদন গ্রহণ করা হয় না। সরাসরি কোন আবেদন প্রেরণ করা হলে তা বাতিল বলে গণ্য হবে; bbox=[114, 1820, 757, 1834]
bou-para-3: সমাবর্তন অনুষ্ঠানে যথাসময়ে অংশগ্রহণের জন্য নিবন্ধিত গ্র্যাজুয়েটদের অনুরোধ জানানো যাচ্ছে। গ্র্যাজুয়েটদেরকে সকাল ১০টার মধ্যে গাজীপুর ক্যাম্পাসে উপস্থিত হতে হবে। সাথে মোবাইল, হাত ব্যাগ/ভ্যানিটি ব্যাগ, ব্রিফকেস, কাঁধে ঝোলানো ব্যাগ বা কোন ইলেকট্রনিক যন্ত্রপাতি রাখা যাবে না। bbox=[844, 2237, 1502, 2297]
row-value: Interested firms are invited to provide information indicating that they are qualified to perform the services (brochures, description of similar assignments, experience in similar activities, viability of appropriate professional qualifications, experienced staff, trade license, VAT, Tax, Financial Solvency certificates etc.) bbox=[1092, 1765, 1525, 1824]
row-num: 2. bbox=[796, 1297, 827, 1315]
condition-key: (৯) bbox=[66, 1862, 82, 1875]
weekday: বৃহস্পতিবার bbox=[1017, 53, 1070, 66]
condition-key: (৫) bbox=[66, 1744, 82, 1757]
condition-key: iii) bbox=[66, 1681, 80, 1694]
condition-item bbox=[66, 1722, 757, 1739]
row-value: Study tour/Training Management Firm bbox=[1092, 1350, 1525, 1368]
row-value: 04.10.2016 bbox=[1092, 1386, 1525, 1403]
bou-ad bbox=[47, 2093, 1536, 2354]
condition-text: এসএসসি/সমমান পরীক্ষায় উত্তীর্ণ শিক্ষার্থী বৃত্তির জন্য মনোনীত হলে একাদশ ও দ্বাদশ শ্রেণিতে ২ বছর এবং ডিপ্লোমা শ্রেণির ক্ষেত্রে ৪ বছর মাসিক ১৫০০/- (এক হাজার পাঁচশত) টাকা হারে বৃত্তি প্রদান করা হবে; bbox=[114, 1526, 757, 1556]
section-label: KEY INFORMATION bbox=[796, 1403, 1525, 1419]
row-label: Expression of Interest for Selection of bbox=[827, 1350, 1092, 1368]
wewb-conditions bbox=[66, 1465, 757, 1919]
condition-text: বৃত্তি প্রদান সংক্রান্ত যে কোন বিষয়ে কর্তৃপক্ষের সিদ্ধান্ত চূড়ান্ত বলে গণ্য হবে; bbox=[114, 1841, 435, 1854]
page-number: ৬ bbox=[64, 35, 88, 78]
row-label: Agency bbox=[827, 1297, 1092, 1315]
condition-text: একাদশ/ডিপ্লোমা শ্রেণিতে অধ্যয়নরত শিক্ষার্থীকে সংশ্লিষ্ট প্রতিষ্ঠান প্রধানের নিকট থেকে অধ্যয়নরত রয়েছেন মর্মে প্রত্যয়নপত্র দাখিল করতে হবে; bbox=[114, 1681, 726, 1694]
row-num: 6. bbox=[796, 1368, 827, 1386]
wewb-code: জি-৯৭০/১৬ (৪"×৪) bbox=[66, 2060, 158, 2072]
row-value: Chairmen, NTRCA bbox=[1092, 1315, 1525, 1333]
row-label: Contract of the Official Inviting EOI bbox=[827, 1893, 1092, 1911]
ntrca-email[interactable]: E-mail : ntrca2005@yahoo.com bbox=[1045, 1166, 1275, 1185]
sig-name: অধ্যাপক ড. আবুল হোসাইন আহমেদ ভূইয়া bbox=[1332, 2306, 1498, 2317]
tips-intro: প্রিয় শিক্ষার্থীরা, তোমরা যারা এ বছর জুনিয়র স্কুল সার্টিফিকেট পরীক্ষা দিতে যাচ্ছ তারা নিশ্চয়ই জোরেশোরে প্রস্তুতি নিচ্ছ। তবে মনে রাখতে হবে পরীক্ষায় কাঙ্ক্ষিত ফলাফল পেতে ভালো প্রস্তুতির পাশাপাশি বিভিন্ন বিষয় যেমন পরীক্ষার কেন্দ্রে উত্তরপত্র পাওয়ার পর করণীয় কী, পরীক্ষার কেন্দ্রে যাওয়ার আগ মুহূর্তে কী কী সঙ্গে নিতে হবে, পরীক্ষার আগের রাতে কী করা যাবে আর কী করা থেকে বিরত থাকতে হবে, খাতায় উত্তর উপস্থাপন কেমন হতে হবে, কোনো একটি পরীক্ষা অপ্রত্যাশিতভাবে খারাপ হয়ে গেলে কী করা যাবে না এসব বিষয়ে অবগত থাকা জরুরি। সন্তানের পরীক্ষাকালীন অভিভাবকদেরও অনেক দায়িত্ব রয়েছে। তাই পরীক্ষাকালীন তোমাদের সার্বিক প্রস্তুতি কেমন হওয়া উচিত এ বিষয়ে পরামর্শ দিয়েছেন ঢাকার উত্তরায় ট্রাস্ট স্কুল অ্যান্ড কলেজ। নিম্নে উল্লিখিত পরামর্শ যথাযথভাবে মেনে চললে তোমাদের সাফল্য অবশ্যম্ভাবী। bbox=[50, 208, 259, 550]
condition-item bbox=[66, 1503, 757, 1520]
section-label: PARTICULAR INFORMATION bbox=[796, 1437, 1525, 1453]
row-value: Dhaka bbox=[1092, 1333, 1525, 1350]
tips-title-rule bbox=[48, 187, 969, 188]
wewb-memo: নম্বর- ৪৯.০৪.০০০০.০১০.০০.৮৫৪২.১৫ (৫)-৩৩৮ bbox=[66, 1295, 283, 1307]
row-num: 10. bbox=[796, 1471, 827, 1489]
wewb-site[interactable]: (www.wewb.gov.bd) bbox=[339, 1234, 478, 1252]
wewb-badge-label: বিজ্ঞপ্তি bbox=[385, 1325, 447, 1349]
condition-text: মূল নম্বরপত্রের (মার্কশীট) সত্যায়িত ফটোকপি (প্রতিষ্ঠান প্রধান কর্তৃক সত্যায়িত); bbox=[114, 1723, 458, 1736]
condition-key: v) bbox=[66, 1723, 77, 1736]
tips-tag-label: প্রস্তুতি টিপস bbox=[104, 149, 185, 169]
cub-title: সিইউবিতে 'স্টেপ টু নর্থ আমেরিকা' শীর্ষক প্রোগ্রাম চালু bbox=[1378, 138, 1524, 169]
row-num: 7. bbox=[796, 1386, 827, 1403]
issue-date: ৬ অক্টোবর ২০১৬ । ২১ আশ্বিন ১৪২৩ bbox=[981, 69, 1154, 82]
tips-col1: পরীক্ষা কেন্দ্রে যাওয়ার প্রস্তুতি • রুটিন মাফিক রেখে পরীক্ষার প্রস্তুতি গ্রহণ করতে হবে। প্রথম পরীক্ষার দিন অন্তত ৪৫ মিনিট আগে কেন্দ্রে উপস্থিত হয়ে আসন বিন্যাস জেনে নিতে। এ ব্যাপারে একেবারেই তাড়াহুড়া করবে না। • প্রতিটি পরীক্ষার দিন কমপক্ষে ৩০ মিনিট আগে কেন্দ্রে পৌঁছতে। পরীক্ষা কেন্দ্রে যাওয়ার মুহূর্তে প্রবেশপত্র, রেজিস্ট্রেশন কার্ড, একাধিক কলম, পেন্সিল, ইরেজার, স্কেল, জ্যামিতি বক্স, ক্যালকুলেটর, ঘড়ি ও প্রয়োজনীয় টাকা সঙ্গে নিবে। এগুলো কখনো কোথাও রাখা যাবে না। মিশ্রিত বা অপ্রয়োজনীয় কোনো কিছু কেন্দ্রে বহন করা থেকে বিরত থাকবে। উত্তরপত্র বিষয়ক সতর্কতা-১ • উত্তরপত্র গ্রহণের সময় তা ভালোভাবে দেখে নিতে হবে যেন তাতে ছেঁড়া, ফাটা, ময়লা বা ভাঁজপড়া না থাকে। উত্তরপত্রে কোনো প্রকার সমস্যা থাকলে সঙ্গে সঙ্গে কোনো কিছু লেখার আগেই তা কক্ষ পরিদর্শককে জানাতে হবে এবং পরিবর্তন করে নেবে। • উত্তরপত্রে কভার পৃষ্ঠার নির্দিষ্ট স্থানে নিজ বোর্ডের নাম, পরীক্ষার নাম, রোল নম্বর, রেজিস্ট্রেশন নম্বর ও বিষয় কোডের ঘর bbox=[50, 679, 259, 1032]
condition-key: (৮) bbox=[66, 1841, 82, 1854]
condition-key: (৩) i) bbox=[66, 1526, 92, 1539]
table-row bbox=[796, 1765, 1525, 1824]
wewb-headline: প্রবাসী কর্মীর মেধাবী সন্তানদের জন্য শিক্ষা বৃত্তির দরখাস্ত আহ্বান bbox=[122, 1370, 695, 1396]
row-value: Ministry of Education bbox=[1092, 1279, 1525, 1297]
condition-item bbox=[66, 1465, 757, 1499]
student-photo bbox=[524, 524, 745, 770]
book-logo-icon bbox=[225, 2191, 289, 2255]
bou-venue: স্থান : গাজীপুর ক্যাম্পাস bbox=[359, 2259, 578, 2286]
condition-item bbox=[66, 1562, 757, 1596]
row-value: 26.10.2016 at 12.00 Noon bbox=[1092, 1471, 1525, 1489]
row-value: Quality and Cost Based Selection (QCBS) bbox=[1092, 1419, 1525, 1437]
section-label: PROGRAM BRIEF bbox=[796, 1489, 1525, 1505]
ntrca-org: Non-government Teacher's Registration & Certification Authority (NTRCA) bbox=[883, 1121, 1437, 1140]
special-row bbox=[796, 1911, 1525, 1927]
ntrca-ad bbox=[784, 1108, 1536, 2083]
bou-conv-bn: ৫ম সমাবর্তন-২০১৬ bbox=[667, 2287, 796, 2306]
sig-title: পরিচালক (আইআরপি) bbox=[603, 2030, 708, 2043]
row-label: Address of the Official inviting EOI bbox=[827, 1875, 1092, 1893]
bou-badge bbox=[289, 2109, 611, 2157]
condition-text: প্রবাসে মৃত্যুবরণকারী কর্মীর সন্তানদের ক্ষেত্রে দূতাবাস কর্তৃক ইস্যুকৃত NOC ও মৃত্যু সনদ অবশ্যই দাখিল করতে হবে; bbox=[114, 1660, 604, 1674]
bou-para-2: অনুষ্ঠানে মহামান্য রাষ্ট্রপতি ও চ্যান্সেলর মোঃ আবদুল হামিদ সভাপতিত্ব করার সদয় সম্মতি জ্ঞাপন করেছেন। bbox=[844, 2177, 1452, 2220]
